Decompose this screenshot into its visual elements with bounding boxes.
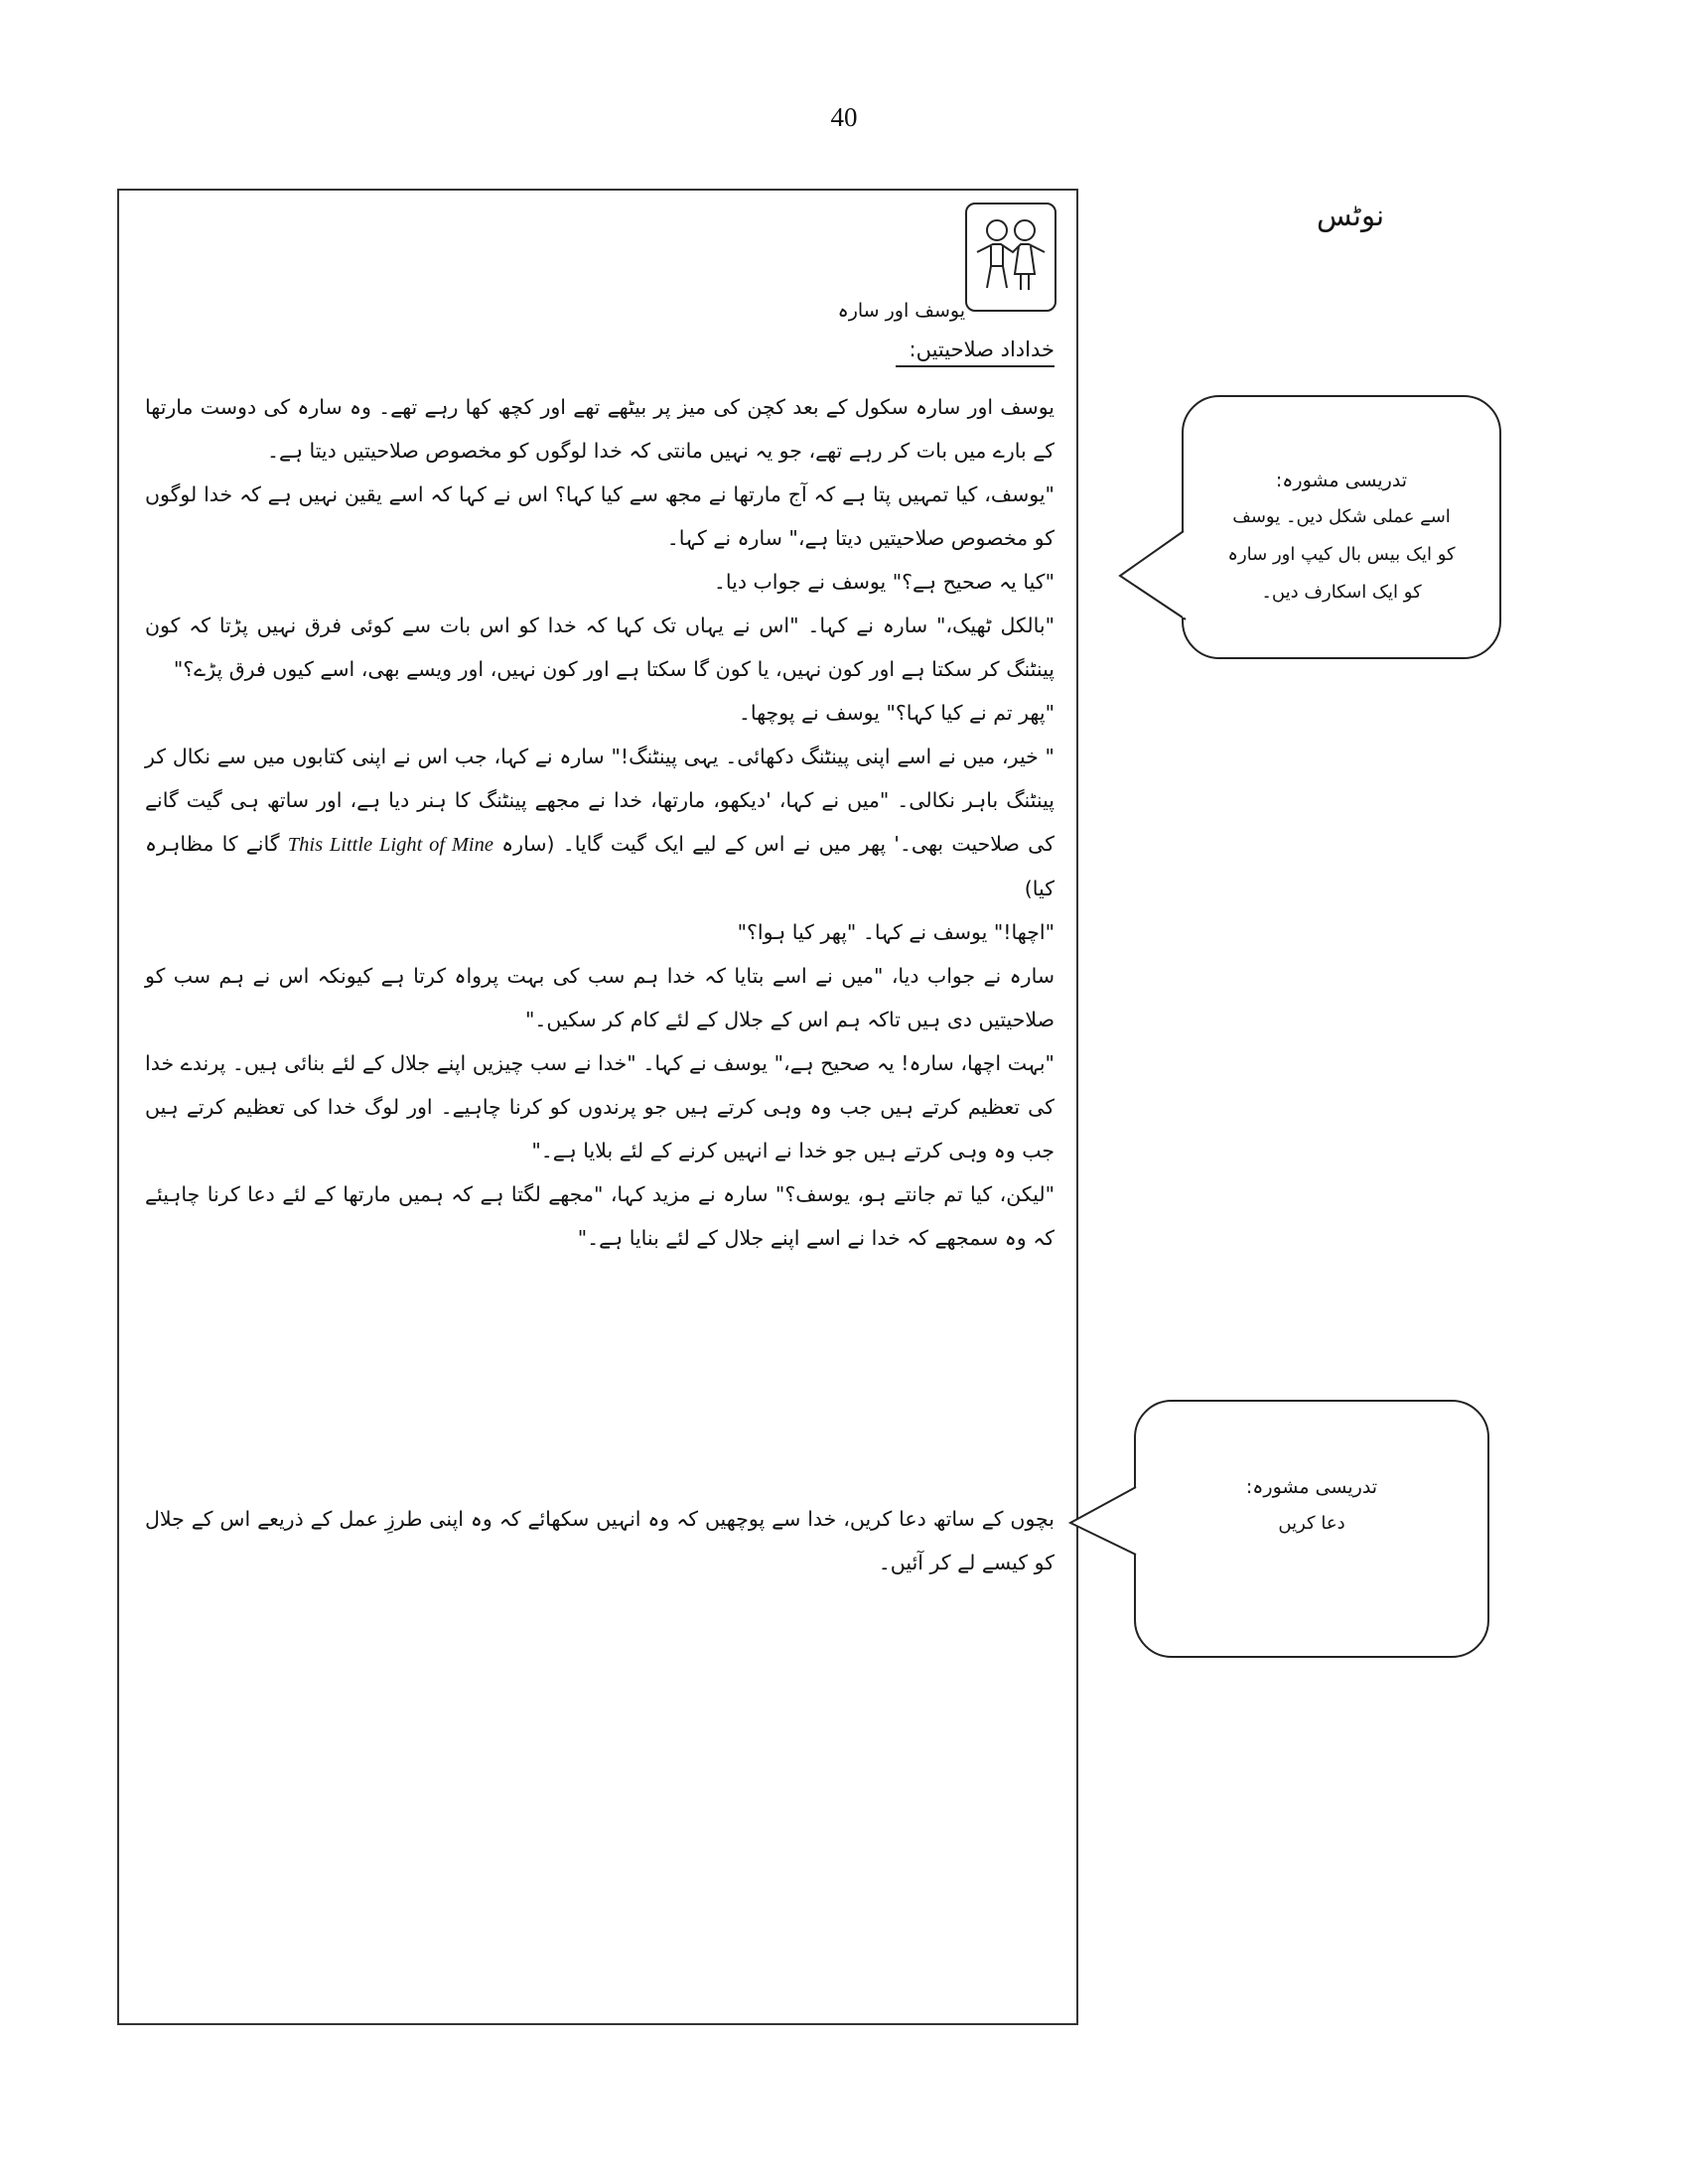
teaching-tip-title: تدریسی مشورہ:: [1275, 470, 1408, 491]
notes-heading: نوٹس: [1316, 199, 1385, 232]
story-paragraph: "بالکل ٹھیک،" سارہ نے کہا۔ "اس نے یہاں تک کہا کہ خدا کو اس بات سے کوئی فرق نہیں پڑتا کہ کون پینٹنگ کر سکتا ہے اور کون نہیں، یا کون گا سکتا ہے اور کون نہیں، اور ویسے بھی، اسے کیوں فرق پڑے؟": [145, 614, 1055, 681]
prayer-instruction: بچوں کے ساتھ دعا کریں، خدا سے پوچھیں کہ وہ انہیں سکھائے کہ وہ اپنی طرزِ عمل کے ذریعے اس کے جلال کو کیسے لے کر آئیں۔: [145, 1507, 1055, 1574]
song-title: This Little Light of Mine: [287, 834, 493, 856]
teaching-tip-text: دعا کریں: [1278, 1513, 1345, 1534]
bubble-pointer: [1070, 1487, 1136, 1555]
story-paragraph: "پھر تم نے کیا کہا؟" یوسف نے پوچھا۔: [738, 701, 1055, 725]
story-paragraph: "اچھا!" یوسف نے کہا۔ "پھر کیا ہوا؟": [737, 920, 1055, 944]
song-suffix: گانے کا مظاہرہ کیا): [145, 832, 1055, 900]
teaching-tip-text: اسے عملی شکل دیں۔ یوسف کو ایک بیس بال کیپ اور سارہ کو ایک اسکارف دیں۔: [1227, 506, 1456, 603]
story-paragraph: " خیر، میں نے اسے اپنی پینٹنگ دکھائی۔ یہی پینٹنگ!" سارہ نے کہا، جب اس نے اپنی کتابوں میں سے نکال کر پینٹنگ باہر نکالی۔ "میں نے کہا، 'دیکھو، مارتھا، خدا نے مجھے پینٹنگ کا ہنر دیا ہے، اور ساتھ ہی گیت گانے کی صلاحیت بھی۔' پھر میں نے اس کے لیے ایک گیت گایا۔ (سارہ: [145, 745, 1055, 856]
section-heading-text: خداداد صلاحیتیں:: [896, 338, 1055, 367]
story-paragraph: سارہ نے جواب دیا، "میں نے اسے بتایا کہ خدا ہم سب کی بہت پرواہ کرتا ہے کیونکہ اس نے ہم سب کو صلاحیتیں دی ہیں تاکہ ہم اس کے جلال کے لئے کام کر سکیں۔": [145, 964, 1055, 1031]
story-paragraph: "یوسف، کیا تمہیں پتا ہے کہ آج مارتھا نے مجھ سے کیا کہا؟ اس نے کہا کہ اسے یقین نہیں ہے کہ خدا لوگوں کو مخصوص صلاحیتیں دیتا ہے،" سارہ نے کہا۔: [145, 482, 1055, 550]
story-paragraph-song: [145, 735, 1055, 910]
bubble-pointer: [1120, 531, 1186, 619]
story-title: یوسف اور سارہ: [837, 300, 965, 322]
story-paragraph: "بہت اچھا، سارہ! یہ صحیح ہے،" یوسف نے کہا۔ "خدا نے سب چیزیں اپنے جلال کے لئے بنائی ہیں۔ پرندے خدا کی تعظیم کرتے ہیں جب وہ وہی کرتے ہیں جو پرندوں کو کرنا چاہیے۔ اور لوگ خدا کی تعظیم کرتے ہیں جب وہ وہی کرتے ہیں جو خدا نے انہیں کرنے کے لئے بلایا ہے۔": [145, 1051, 1055, 1162]
section-heading: [757, 338, 1055, 367]
lesson-header: [759, 203, 1056, 320]
teaching-tip-title: تدریسی مشورہ:: [1245, 1476, 1378, 1498]
teaching-tip-bubble: [1134, 1400, 1489, 1658]
lesson-frame: [117, 189, 1078, 2025]
story-paragraph: یوسف اور سارہ سکول کے بعد کچن کی میز پر بیٹھے تھے اور کچھ کھا رہے تھے۔ وہ سارہ کی دوست مارتھا کے بارے میں بات کر رہے تھے، جو یہ نہیں مانتی کہ خدا لوگوں کو مخصوص صلاحیتیں دیتا ہے۔: [145, 395, 1055, 463]
story-paragraph: "لیکن، کیا تم جانتے ہو، یوسف؟" سارہ نے مزید کہا، "مجھے لگتا ہے کہ ہمیں مارتھا کے لئے دعا کرنا چاہیئے کہ وہ سمجھے کہ خدا نے اسے اپنے جلال کے لئے بنایا ہے۔": [145, 1182, 1055, 1250]
story-body: [145, 385, 1055, 1260]
teaching-tip-bubble: [1182, 395, 1501, 659]
page-number: 40: [830, 102, 858, 132]
story-paragraph: "کیا یہ صحیح ہے؟" یوسف نے جواب دیا۔: [713, 570, 1055, 594]
children-logo-icon: [965, 203, 1056, 312]
